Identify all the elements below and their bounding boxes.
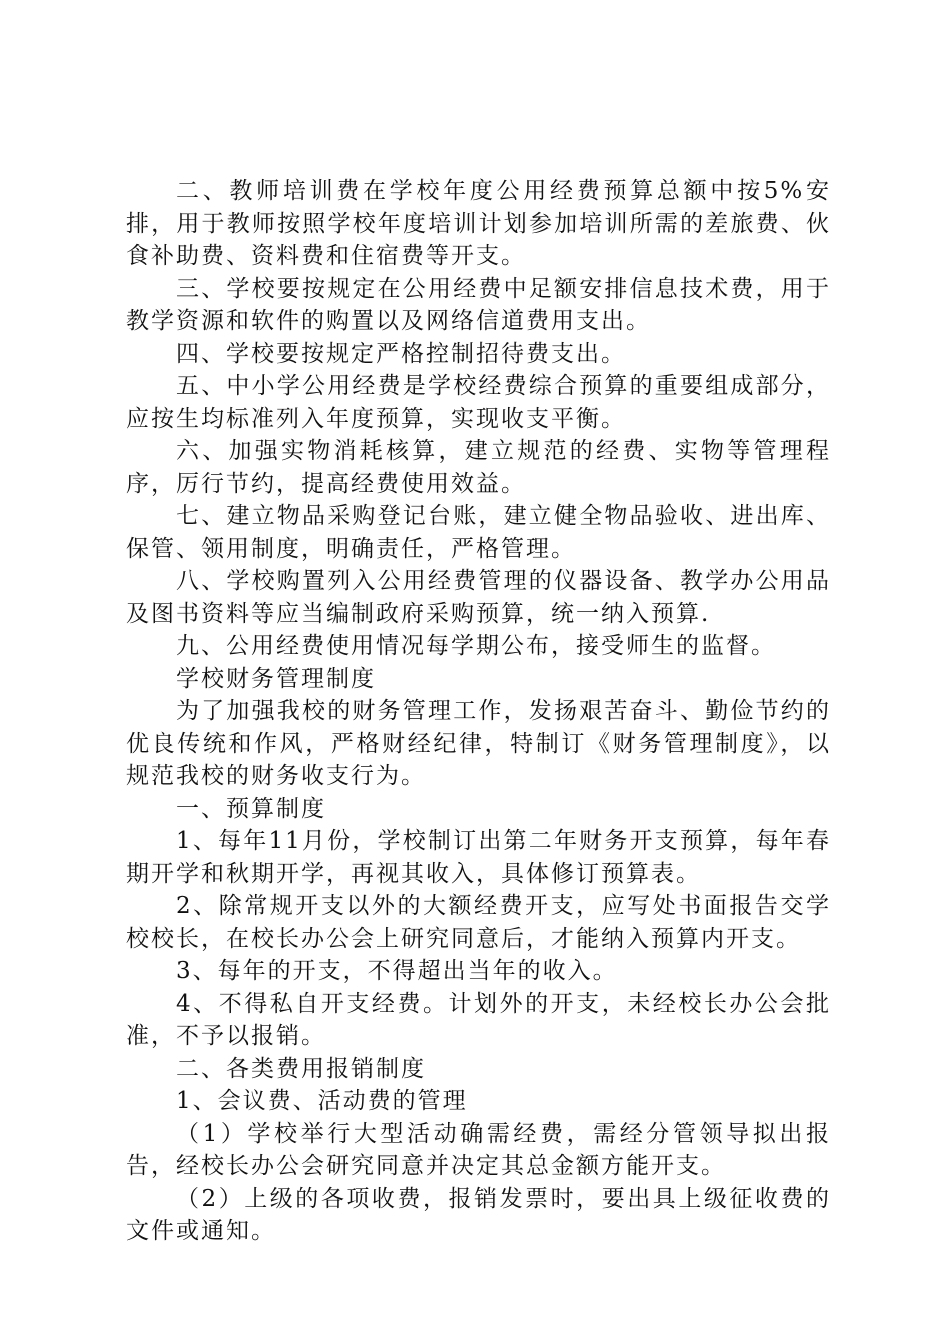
paragraph-teacher-training-fee: 二、教师培训费在学校年度公用经费预算总额中按5%安排，用于教师按照学校年度培训计划参加培训所需的差旅费、伙食补助费、资料费和住宿费等开支。 [126,178,831,269]
paragraph-public-disclosure: 九、公用经费使用情况每学期公布，接受师生的监督。 [176,633,776,659]
section-title-finance-system: 学校财务管理制度 [176,665,376,692]
heading-budget-system: 一、预算制度 [176,795,326,822]
paragraph-government-procurement: 八、学校购置列入公用经费管理的仪器设备、教学办公用品及图书资料等应当编制政府采购预算，统一纳入预算. [126,568,831,627]
document-body [126,175,831,1248]
paragraph-finance-intro: 为了加强我校的财务管理工作，发扬艰苦奋斗、勤俭节约的优良传统和作风，严格财经纪律，特制订《财务管理制度》，以规范我校的财务收支行为。 [126,698,831,789]
paragraph-material-accounting: 六、加强实物消耗核算，建立规范的经费、实物等管理程序，厉行节约，提高经费使用效益。 [126,438,831,497]
heading-reimbursement-system: 二、各类费用报销制度 [176,1055,426,1082]
paragraph-budget-item-3: 3、每年的开支，不得超出当年的收入。 [176,958,618,984]
paragraph-budget-item-2: 2、除常规开支以外的大额经费开支，应写处书面报告交学校校长，在校长办公会上研究同意后，才能纳入预算内开支。 [126,893,831,952]
subheading-meeting-activity-fee: 1、会议费、活动费的管理 [176,1088,468,1114]
paragraph-meeting-item-1: （1）学校举行大型活动确需经费，需经分管领导拟出报告，经校长办公会研究同意并决定其总金额方能开支。 [126,1120,831,1179]
paragraph-it-fee: 三、学校要按规定在公用经费中足额安排信息技术费，用于教学资源和软件的购置以及网络信道费用支出。 [126,275,831,334]
paragraph-meeting-item-2: （2）上级的各项收费，报销发票时，要出具上级征收费的文件或通知。 [126,1185,831,1244]
paragraph-budget-component: 五、中小学公用经费是学校经费综合预算的重要组成部分，应按生均标准列入年度预算，实现收支平衡。 [126,373,831,432]
paragraph-budget-item-4: 4、不得私自开支经费。计划外的开支，未经校长办公会批准，不予以报销。 [126,990,831,1049]
paragraph-procurement-ledger: 七、建立物品采购登记台账，建立健全物品验收、进出库、保管、领用制度，明确责任，严格管理。 [126,503,831,562]
paragraph-hospitality-fee: 四、学校要按规定严格控制招待费支出。 [176,340,626,367]
paragraph-budget-item-1: 1、每年11月份，学校制订出第二年财务开支预算，每年春期开学和秋期开学，再视其收入，具体修订预算表。 [126,828,831,887]
